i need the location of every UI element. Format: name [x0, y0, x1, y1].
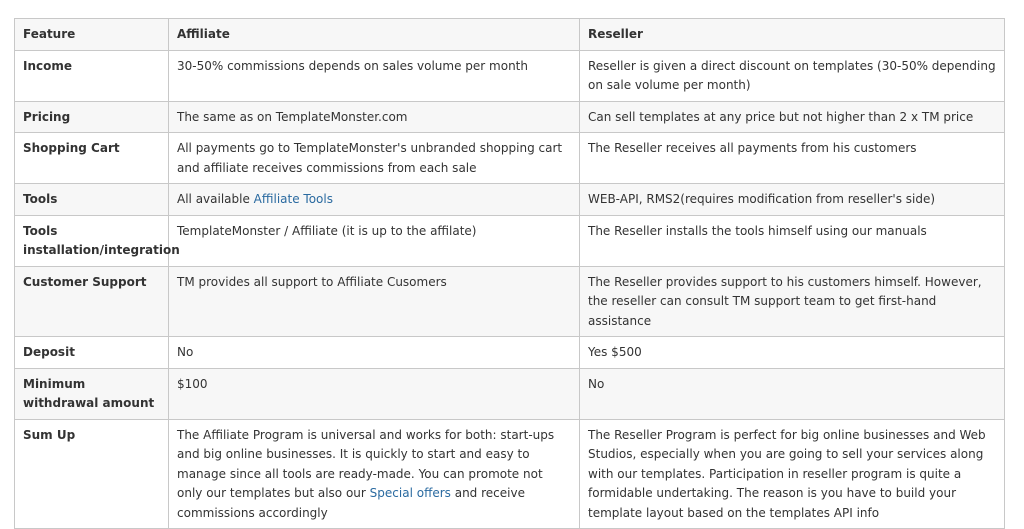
header-reseller: Reseller: [580, 19, 1005, 51]
table-row: [15, 101, 1005, 133]
table-header-row: [15, 19, 1005, 51]
affiliate-text: All available: [177, 192, 254, 206]
affiliate-cell: TM provides all support to Affiliate Cusomers: [169, 266, 580, 337]
feature-cell: Shopping Cart: [15, 133, 169, 184]
affiliate-cell: 30-50% commissions depends on sales volume per month: [169, 50, 580, 101]
reseller-cell: The Reseller installs the tools himself using our manuals: [580, 215, 1005, 266]
feature-cell: Deposit: [15, 337, 169, 369]
reseller-cell: Can sell templates at any price but not higher than 2 x TM price: [580, 101, 1005, 133]
reseller-cell: WEB-API, RMS2(requires modification from reseller's side): [580, 184, 1005, 216]
feature-cell: Tools installation/integration: [15, 215, 169, 266]
affiliate-text: The Affiliate Program is universal and works for both: start-ups and big online businesses. It is quickly to start and easy to manage since all tools are ready-made. You can promote not only our templates but also our: [177, 427, 555, 500]
comparison-table-wrapper: [14, 18, 1004, 529]
affiliate-tools-link[interactable]: Affiliate Tools: [253, 192, 333, 206]
affiliate-text-suffix: and receive commissions accordingly: [177, 486, 525, 520]
table-row: [15, 419, 1005, 529]
affiliate-cell: All payments go to TemplateMonster's unbranded shopping cart and affiliate receives commissions from each sale: [169, 133, 580, 184]
table-row: [15, 215, 1005, 266]
affiliate-cell: The same as on TemplateMonster.com: [169, 101, 580, 133]
reseller-cell: Yes $500: [580, 337, 1005, 369]
table-row: [15, 184, 1005, 216]
affiliate-cell: [169, 184, 580, 216]
reseller-cell: Reseller is given a direct discount on templates (30-50% depending on sale volume per month): [580, 50, 1005, 101]
table-row: [15, 368, 1005, 419]
reseller-cell: No: [580, 368, 1005, 419]
feature-cell: Tools: [15, 184, 169, 216]
reseller-cell: The Reseller Program is perfect for big online businesses and Web Studios, especially when you are going to sell your services along with our templates. Participation in reseller program is quite a formidable undertaking. The reason is you have to build your template layout based on the templates API info: [580, 419, 1005, 529]
affiliate-cell: $100: [169, 368, 580, 419]
affiliate-cell: [169, 419, 580, 529]
feature-cell: Pricing: [15, 101, 169, 133]
table-row: [15, 266, 1005, 337]
table-row: [15, 50, 1005, 101]
feature-cell: Minimum withdrawal amount: [15, 368, 169, 419]
feature-cell: Customer Support: [15, 266, 169, 337]
table-row: [15, 337, 1005, 369]
header-affiliate: Affiliate: [169, 19, 580, 51]
reseller-cell: The Reseller receives all payments from his customers: [580, 133, 1005, 184]
special-offers-link[interactable]: Special offers: [369, 486, 451, 500]
affiliate-cell: TemplateMonster / Affiliate (it is up to the affilate): [169, 215, 580, 266]
affiliate-reseller-comparison-table: [14, 18, 1005, 529]
affiliate-cell: No: [169, 337, 580, 369]
feature-cell: Sum Up: [15, 419, 169, 529]
table-row: [15, 133, 1005, 184]
feature-cell: Income: [15, 50, 169, 101]
header-feature: Feature: [15, 19, 169, 51]
reseller-cell: The Reseller provides support to his customers himself. However, the reseller can consult TM support team to get first-hand assistance: [580, 266, 1005, 337]
